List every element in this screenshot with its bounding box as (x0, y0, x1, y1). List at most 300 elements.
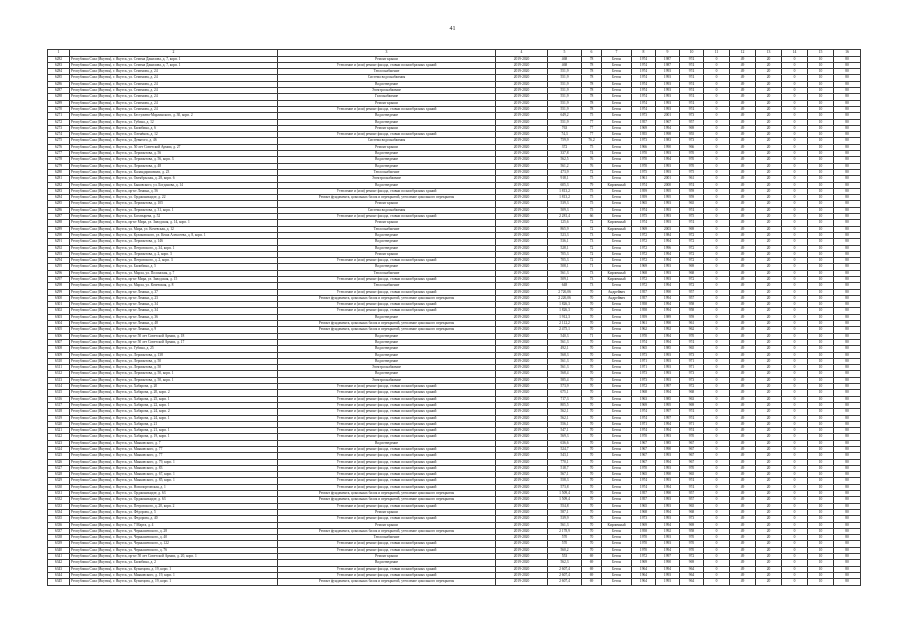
table-cell: 6316 (48, 396, 70, 402)
table-cell: 1997 (656, 409, 680, 415)
table-cell: 0 (704, 144, 730, 150)
table-cell: 2019-2020 (496, 566, 548, 572)
table-cell: Водоотведение (278, 113, 496, 119)
table-cell: 20 (756, 484, 782, 490)
table-cell: 969 (680, 125, 704, 131)
table-cell: 20 (756, 421, 782, 427)
table-cell: 0 (704, 251, 730, 257)
table-cell: Республика Саха (Якутия), г. Якутск, ул. Оленёнок, д. 12 (70, 132, 278, 138)
table-cell: 0 (704, 62, 730, 68)
table-cell: 974 (680, 339, 704, 345)
table-cell: 969 (680, 226, 704, 232)
table-cell: 49 (730, 239, 756, 245)
table-cell: 6276 (48, 144, 70, 150)
table-cell: 972 (680, 276, 704, 282)
table-cell: Республика Саха (Якутия), г. Якутск, ул. Семенова, д. 24 (70, 81, 278, 87)
table-cell: 2019-2020 (496, 465, 548, 471)
table-cell: 0 (782, 314, 808, 320)
table-cell: 20 (756, 144, 782, 150)
table-cell: 0 (782, 264, 808, 270)
table-cell: Водоотведение (278, 157, 496, 163)
table-cell: 0 (782, 358, 808, 364)
table-cell: Утепление и (или) ремонт фасада, ставни полнообразных зданий (278, 516, 496, 522)
table-cell: 6328 (48, 472, 70, 478)
table-cell: Бетон (602, 151, 632, 157)
table-cell: Республика Саха (Якутия), г. Якутск, ул. Лермонтова, д. 138 (70, 352, 278, 358)
table-cell: 70 (582, 302, 602, 308)
table-cell: 1972 (632, 239, 656, 245)
table-cell: 80 (834, 125, 861, 131)
table-cell: 551,9 (548, 81, 582, 87)
table-cell: 1993 (656, 106, 680, 112)
table-cell: Водоотведение (278, 560, 496, 566)
table-cell: 80 (834, 560, 861, 566)
table-cell: Бетон (602, 402, 632, 408)
table-cell: Республика Саха (Якутия), г. Якутск, ул. Хабарова, д. 22, корп. 1 (70, 402, 278, 408)
table-cell: 20 (756, 554, 782, 560)
table-cell: 49 (730, 258, 756, 264)
table-cell: Бетон (602, 302, 632, 308)
table-cell: 6287 (48, 88, 70, 94)
table-cell: 6286 (48, 207, 70, 213)
table-cell: 20 (756, 245, 782, 251)
table-cell: Республика Саха (Якутия), г. Якутск, ул. Чернышевского, д. 76 (70, 547, 278, 553)
table-cell: 1970 (632, 535, 656, 541)
table-cell: 1990 (656, 491, 680, 497)
table-cell: 0 (704, 220, 730, 226)
table-cell: 77 (582, 132, 602, 138)
table-cell: 0 (704, 245, 730, 251)
table-row (48, 579, 861, 585)
table-cell: 80 (834, 465, 861, 471)
table-cell: 587,1 (548, 509, 582, 515)
table-cell: Республика Саха (Якутия), г. Якутск, ул. Билибина, д. 2 (70, 560, 278, 566)
table-cell: 6271 (48, 113, 70, 119)
table-cell: 6294 (48, 258, 70, 264)
table-cell: 974 (680, 69, 704, 75)
table-cell: 0 (704, 402, 730, 408)
table-cell: 70 (582, 428, 602, 434)
table-cell: Утепление и (или) ремонт фасада, ставни полнообразных зданий (278, 132, 496, 138)
table-cell: 0 (782, 283, 808, 289)
table-cell: 49 (730, 283, 756, 289)
table-cell: 974 (680, 428, 704, 434)
table-cell: 80 (834, 365, 861, 371)
table-cell: 551,9 (548, 100, 582, 106)
table-cell: Республика Саха (Якутия), г. Якутск, ул. Мира, ул. Кочевская, д. 12 (70, 226, 278, 232)
table-cell: 10 (808, 239, 834, 245)
table-cell: 0 (704, 365, 730, 371)
table-cell: 0 (704, 308, 730, 314)
table-cell: Система водоснабжения (278, 75, 496, 81)
table-cell: 6300 (48, 295, 70, 301)
table-cell: Республика Саха (Якутия), г. Якутск, ул. Хабарова, д. 20 (70, 384, 278, 390)
table-cell: 0 (704, 352, 730, 358)
table-cell: 49 (730, 276, 756, 282)
table-cell: 20 (756, 535, 782, 541)
table-cell: 0 (704, 264, 730, 270)
table-cell: 10 (808, 327, 834, 333)
table-cell: 80 (834, 201, 861, 207)
table-cell: 49 (730, 554, 756, 560)
table-cell: Республика Саха (Якутия), г. Якутск, ул. Маяковского, д. 19, корп. 1 (70, 572, 278, 578)
table-cell: 509,3 (548, 207, 582, 213)
table-cell: Бетон (602, 132, 632, 138)
table-cell: 2019-2020 (496, 377, 548, 383)
table-cell: 967 (680, 453, 704, 459)
table-cell: 10 (808, 346, 834, 352)
table-cell: 649,2 (548, 113, 582, 119)
table-cell: 2019-2020 (496, 333, 548, 339)
table-cell: 1994 (656, 484, 680, 490)
table-cell: 6340 (48, 547, 70, 553)
table-cell: 0 (704, 478, 730, 484)
table-cell: 20 (756, 258, 782, 264)
table-cell: Бетон (602, 106, 632, 112)
table-cell: 10 (808, 509, 834, 515)
table-cell: 10 (808, 428, 834, 434)
table-cell: 6290 (48, 232, 70, 238)
table-cell: Утепление и (или) ремонт фасада, ставни полнообразных зданий (278, 402, 496, 408)
table-cell: 70 (582, 484, 602, 490)
table-cell: 865,9 (548, 226, 582, 232)
table-cell: Бетон (602, 100, 632, 106)
table-cell: Водоотведение (278, 182, 496, 188)
table-cell: 970 (680, 157, 704, 163)
table-cell: 547,1 (548, 428, 582, 434)
table-cell: 965 (680, 503, 704, 509)
table-cell: 0 (704, 81, 730, 87)
table-cell: 1994 (656, 390, 680, 396)
table-cell: 10 (808, 478, 834, 484)
table-cell: 0 (704, 321, 730, 327)
table-cell: Бетон (602, 258, 632, 264)
table-cell: 6310 (48, 358, 70, 364)
table-cell: 1974 (632, 484, 656, 490)
table-cell: 1 509,4 (548, 497, 582, 503)
table-cell: 80 (834, 528, 861, 534)
table-cell: 2019-2020 (496, 276, 548, 282)
table-cell: 75 (582, 113, 602, 119)
table-cell: 20 (756, 528, 782, 534)
table-cell: Бетон (602, 339, 632, 345)
table-cell: Республика Саха (Якутия), г. Якутск, ул. Лермонтова, д. 56 (70, 151, 278, 157)
table-cell: 1993 (656, 478, 680, 484)
table-cell: 0 (704, 384, 730, 390)
table-cell: 972 (680, 232, 704, 238)
table-cell: 49 (730, 251, 756, 257)
table-cell: 1959 (632, 195, 656, 201)
table-cell: 972 (680, 239, 704, 245)
table-cell: 49 (730, 371, 756, 377)
table-cell: 2019-2020 (496, 138, 548, 144)
table-cell: 2019-2020 (496, 459, 548, 465)
table-cell: 0 (704, 491, 730, 497)
table-cell: 0 (704, 440, 730, 446)
table-cell: 1967 (632, 447, 656, 453)
table-cell: 1993 (656, 264, 680, 270)
table-cell: 1970 (632, 541, 656, 547)
table-cell: 10 (808, 547, 834, 553)
table-cell: 6280 (48, 169, 70, 175)
table-cell: Бетон (602, 75, 632, 81)
table-cell: 2019-2020 (496, 314, 548, 320)
table-cell: 70 (582, 434, 602, 440)
table-cell: 560,2 (548, 547, 582, 553)
table-cell: 71 (582, 333, 602, 339)
table-cell: 70 (582, 308, 602, 314)
table-cell: Бетон (602, 358, 632, 364)
table-cell: 10 (808, 144, 834, 150)
table-cell: 0 (782, 214, 808, 220)
table-cell: 561,3 (548, 339, 582, 345)
table-cell: 10 (808, 472, 834, 478)
table-cell: 20 (756, 402, 782, 408)
table-cell: Республика Саха (Якутия), г. Якутск, ул. Октябрьская, д. 28, корп. 6 (70, 176, 278, 182)
table-cell: 974 (680, 94, 704, 100)
table-cell: 49 (730, 308, 756, 314)
table-cell: 970 (680, 333, 704, 339)
table-cell: 0 (704, 579, 730, 585)
table-cell: Утепление и (или) ремонт фасада, ставни полнообразных зданий (278, 384, 496, 390)
table-cell: Бетон (602, 56, 632, 62)
table-cell: 0 (704, 75, 730, 81)
table-cell: Республика Саха (Якутия), г. Якутск, ул. Семенова, д. 24 (70, 75, 278, 81)
table-cell: Водоотведение (278, 440, 496, 446)
table-cell: 0 (704, 503, 730, 509)
table-cell: 0 (704, 302, 730, 308)
table-cell: 80 (834, 270, 861, 276)
table-cell: 76 (582, 157, 602, 163)
table-cell: 2001 (656, 176, 680, 182)
table-cell: 80 (834, 119, 861, 125)
table-cell: 468 (548, 62, 582, 68)
table-cell: 2019-2020 (496, 346, 548, 352)
table-cell: 1993 (656, 94, 680, 100)
table-cell: 964 (680, 572, 704, 578)
table-cell: 49 (730, 497, 756, 503)
table-cell: Республика Саха (Якутия), г. Якутск, ул. Семенова, д. 24 (70, 100, 278, 106)
table-cell: 0 (782, 226, 808, 232)
table-cell: 49 (730, 440, 756, 446)
table-cell: 49 (730, 56, 756, 62)
table-cell: Бетон (602, 264, 632, 270)
table-cell: 1972 (632, 251, 656, 257)
table-cell: Бетон (602, 547, 632, 553)
table-cell: 10 (808, 522, 834, 528)
table-cell: 20 (756, 88, 782, 94)
table-cell: 570 (548, 535, 582, 541)
table-cell: 6309 (48, 352, 70, 358)
table-cell: 10 (808, 138, 834, 144)
table-cell: 0 (704, 56, 730, 62)
table-cell: 6282 (48, 56, 70, 62)
table-cell: 0 (782, 415, 808, 421)
table-cell: 1958 (632, 302, 656, 308)
table-cell: 1974 (632, 220, 656, 226)
table-cell: 10 (808, 125, 834, 131)
table-cell: 1994 (656, 339, 680, 345)
table-cell: 805,5 (548, 402, 582, 408)
table-cell: 2019-2020 (496, 295, 548, 301)
table-cell: 959 (680, 188, 704, 194)
table-cell: 1961 (632, 176, 656, 182)
table-cell: 49 (730, 478, 756, 484)
table-cell: 2019-2020 (496, 132, 548, 138)
table-cell: 0 (704, 163, 730, 169)
table-cell: 70 (582, 522, 602, 528)
column-header: 10 (680, 50, 704, 57)
table-cell: 648 (548, 283, 582, 289)
table-cell: 1 509,4 (548, 491, 582, 497)
table-cell: Утепление и (или) ремонт фасада, ставни полнообразных зданий (278, 409, 496, 415)
table-cell: 973 (680, 138, 704, 144)
table-cell: 20 (756, 169, 782, 175)
column-header: 11 (704, 50, 730, 57)
table-cell: 1994 (656, 302, 680, 308)
table-cell: 20 (756, 163, 782, 169)
table-cell: 1994 (656, 333, 680, 339)
table-cell: 759,9 (548, 138, 582, 144)
table-cell: 974 (680, 409, 704, 415)
table-cell: 562,1 (548, 409, 582, 415)
table-cell: 536,1 (548, 239, 582, 245)
table-cell: 49 (730, 346, 756, 352)
table-cell: 2019-2020 (496, 94, 548, 100)
table-cell: 0 (782, 554, 808, 560)
table-cell: 961 (680, 321, 704, 327)
table-cell: 6282 (48, 182, 70, 188)
table-cell: Утепление и (или) ремонт фасада, ставни полнообразных зданий (278, 572, 496, 578)
table-cell: 71 (582, 264, 602, 270)
table-cell: 6298 (48, 283, 70, 289)
table-cell: 2019-2020 (496, 182, 548, 188)
table-cell: 1993 (656, 465, 680, 471)
table-cell: 974 (680, 100, 704, 106)
table-cell: 568,3 (548, 352, 582, 358)
table-cell: 10 (808, 81, 834, 87)
table-cell: 959 (680, 314, 704, 320)
table-cell: Республика Саха (Якутия), г. Якутск, ул. Кулаковского, ул. Кеша Алексеева, д. 8, корп. 1 (70, 232, 278, 238)
table-cell: 1993 (656, 453, 680, 459)
table-cell: 1969 (632, 264, 656, 270)
table-cell: Кирпичный (602, 270, 632, 276)
table-cell: 2019-2020 (496, 119, 548, 125)
table-cell: 2 112,2 (548, 321, 582, 327)
table-cell: 1994 (656, 421, 680, 427)
table-cell: 966 (680, 144, 704, 150)
table-cell: 1974 (632, 106, 656, 112)
table-cell: 372 (548, 144, 582, 150)
table-cell: 0 (782, 245, 808, 251)
table-cell: 20 (756, 478, 782, 484)
table-cell: 0 (704, 113, 730, 119)
column-header: 12 (730, 50, 756, 57)
table-cell: 70 (582, 547, 602, 553)
table-cell: 6326 (48, 459, 70, 465)
table-cell: 49 (730, 503, 756, 509)
table-cell: Бетон (602, 232, 632, 238)
table-cell: 0 (704, 226, 730, 232)
table-cell: Бетон (602, 440, 632, 446)
table-cell: 49 (730, 176, 756, 182)
table-cell: Республика Саха (Якутия), г. Якутск, ул. Быковского, ул. Богданова, д. 14 (70, 182, 278, 188)
table-cell: 49 (730, 207, 756, 213)
table-cell: 70 (582, 459, 602, 465)
table-cell: 957 (680, 497, 704, 503)
table-cell: 73 (582, 232, 602, 238)
table-cell: 970 (680, 163, 704, 169)
page-number: 41 (449, 26, 456, 32)
table-cell: Утепление и (или) ремонт фасада, ставни полнообразных зданий (278, 415, 496, 421)
table-cell: 955 (680, 132, 704, 138)
table-cell: 0 (782, 396, 808, 402)
table-cell: 80 (834, 579, 861, 585)
table-cell: 1970 (632, 547, 656, 553)
table-cell: 49 (730, 396, 756, 402)
table-cell: 0 (782, 459, 808, 465)
table-cell: 1994 (656, 459, 680, 465)
table-cell: 80 (834, 440, 861, 446)
table-cell: 2000 (656, 182, 680, 188)
table-cell: 970 (680, 151, 704, 157)
table-cell: Республика Саха (Якутия), г. Якутск, ул. Семенова, д. 24 (70, 106, 278, 112)
table-cell: 964 (680, 566, 704, 572)
table-cell: Бетон (602, 472, 632, 478)
table-cell: 10 (808, 62, 834, 68)
table-cell: 80 (834, 554, 861, 560)
table-cell: 10 (808, 535, 834, 541)
table-cell: Ремонт крыши (278, 201, 496, 207)
table-cell: 49 (730, 302, 756, 308)
table-cell: 49 (730, 169, 756, 175)
table-cell: 1971 (632, 365, 656, 371)
table-cell: 6324 (48, 447, 70, 453)
table-cell: 1997 (656, 415, 680, 421)
table-cell: 10 (808, 390, 834, 396)
table-cell: 20 (756, 81, 782, 87)
table-cell: 1974 (632, 56, 656, 62)
table-cell: 0 (782, 447, 808, 453)
table-cell: 974 (680, 182, 704, 188)
table-cell: Утепление и (или) ремонт фасада, ставни полнообразных зданий (278, 214, 496, 220)
table-cell: Республика Саха (Якутия), г. Якутск, ул. Хабарова, д. 21 (70, 421, 278, 427)
table-cell: 49 (730, 541, 756, 547)
table-cell: Ремонт фундамента, цокольных балок и перекрытий, утепление цокольного перекрытия (278, 579, 496, 585)
table-cell: Утепление и (или) ремонт фасада, ставни полнообразных зданий (278, 453, 496, 459)
table-cell: 0 (782, 163, 808, 169)
table-cell: 1993 (656, 220, 680, 226)
table-cell: 80 (834, 409, 861, 415)
table-cell: 0 (782, 88, 808, 94)
table-cell: 70 (582, 415, 602, 421)
table-cell: 10 (808, 453, 834, 459)
table-cell: 10 (808, 333, 834, 339)
table-cell: 1993 (656, 541, 680, 547)
table-cell: 20 (756, 100, 782, 106)
table-cell: Республика Саха (Якутия), г. Якутск, ул. Хабарова, д. 21, корп. 1 (70, 428, 278, 434)
table-cell: 80 (834, 396, 861, 402)
table-cell: 78 (582, 106, 602, 112)
table-cell: 10 (808, 384, 834, 390)
table-cell: 70 (582, 390, 602, 396)
table-cell: Республика Саха (Якутия), г. Якутск, ул. Чернышевского, д. 28 (70, 528, 278, 534)
table-cell: 80 (834, 138, 861, 144)
table-cell: 10 (808, 459, 834, 465)
table-cell: 2019-2020 (496, 88, 548, 94)
table-cell: 80 (834, 447, 861, 453)
table-cell: 0 (782, 390, 808, 396)
